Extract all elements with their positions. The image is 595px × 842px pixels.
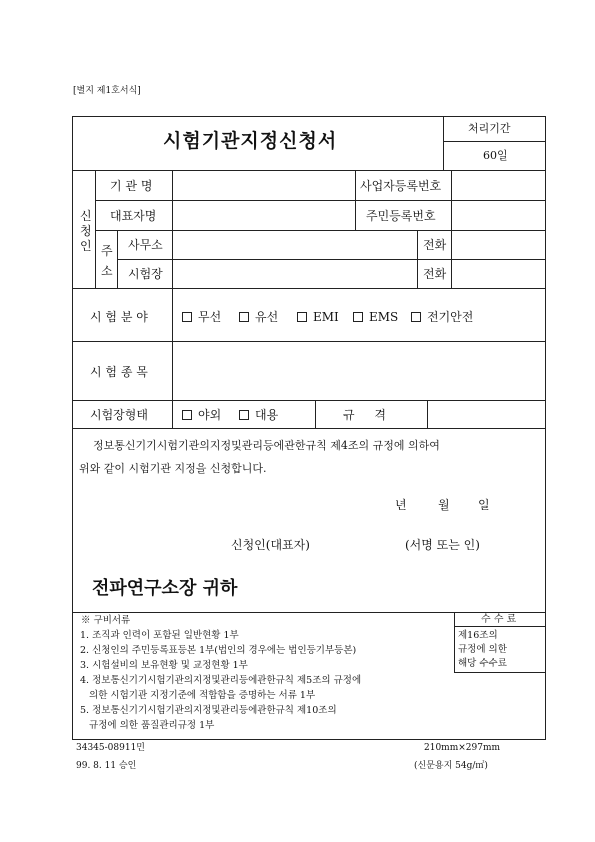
site-type-option-rental[interactable]: 대용 <box>239 409 278 421</box>
date-month-label: 월 <box>438 498 450 512</box>
signature-or-seal-label: (서명 또는 인) <box>405 538 480 552</box>
resident-reg-number-field[interactable] <box>453 202 544 228</box>
statement-line-1: 정보통신기기시험기관의지정및관리등에관한규칙 제4조의 규정에 의하여 <box>93 439 440 452</box>
applicant-section-char-3: 인 <box>80 239 92 253</box>
required-document-item: 5. 정보통신기기시험기관의지정및관리등에관한규칙 제10조의 <box>80 705 337 716</box>
applicant-signature-label: 신청인(대표자) <box>231 538 310 552</box>
test-field-option-emi[interactable]: EMI <box>297 311 339 323</box>
checkbox-icon[interactable] <box>353 312 363 322</box>
form-code: 34345-08911민 <box>76 743 145 753</box>
representative-name-field[interactable] <box>174 202 353 228</box>
date-day-label: 일 <box>478 498 490 512</box>
biz-reg-number-field[interactable] <box>453 172 544 198</box>
required-document-item: 규정에 의한 품질관리규정 1부 <box>80 720 215 731</box>
resident-reg-number-label: 주민등록번호 <box>366 209 436 223</box>
checkbox-icon[interactable] <box>239 312 249 322</box>
required-documents-heading: ※ 구비서류 <box>81 615 131 626</box>
address-char-1: 주 <box>101 244 113 258</box>
test-field-option-electrical-safety[interactable]: 전기안전 <box>411 311 473 323</box>
test-items-label: 시 험 종 목 <box>90 365 148 379</box>
form-number-label: [별지 제1호서식] <box>73 86 141 96</box>
fee-line-1: 제16조의 <box>458 630 498 641</box>
applicant-section-char-1: 신 <box>80 209 92 223</box>
spec-label: 규 격 <box>343 408 386 422</box>
lab-phone-field[interactable] <box>453 261 544 286</box>
test-field-label: 시 험 분 야 <box>90 310 148 324</box>
test-field-option-wired[interactable]: 유선 <box>239 311 278 323</box>
fee-line-3: 해당 수수료 <box>458 658 507 669</box>
fee-label: 수 수 료 <box>481 614 517 625</box>
spec-field[interactable] <box>429 402 544 426</box>
processing-period-label: 처리기간 <box>468 122 511 135</box>
org-name-label: 기 관 명 <box>110 179 153 193</box>
checkbox-icon[interactable] <box>182 312 192 322</box>
lab-address-label: 시험장 <box>128 267 163 281</box>
checkbox-icon[interactable] <box>297 312 307 322</box>
office-address-field[interactable] <box>174 232 415 257</box>
lab-address-field[interactable] <box>174 261 415 286</box>
approval-date: 99. 8. 11 승인 <box>76 761 137 771</box>
site-type-option-outdoor[interactable]: 야외 <box>182 409 221 421</box>
checkbox-icon[interactable] <box>182 410 192 420</box>
checkbox-icon[interactable] <box>411 312 421 322</box>
processing-period-value: 60일 <box>483 149 508 162</box>
required-document-item: 3. 시험설비의 보유현황 및 교정현황 1부 <box>80 660 248 671</box>
fee-line-2: 규정에 의한 <box>458 644 507 655</box>
statement-line-2: 위와 같이 시험기관 지정을 신청합니다. <box>79 462 267 475</box>
required-document-item: 의한 시험기관 지정기준에 적합함을 증명하는 서류 1부 <box>80 690 316 701</box>
biz-reg-number-label: 사업자등록번호 <box>360 179 442 193</box>
office-phone-label: 전화 <box>423 238 447 252</box>
required-document-item: 4. 정보통신기기시험기관의지정및관리등에관한규칙 제5조의 규정에 <box>80 675 362 686</box>
addressee-label: 전파연구소장 귀하 <box>92 578 238 599</box>
address-char-2: 소 <box>101 264 113 278</box>
office-address-label: 사무소 <box>128 238 163 252</box>
test-field-option-ems[interactable]: EMS <box>353 311 398 323</box>
test-field-option-wireless[interactable]: 무선 <box>182 311 221 323</box>
test-items-field[interactable] <box>174 343 544 398</box>
required-document-item: 1. 조직과 인력이 포함된 일반현황 1부 <box>80 630 239 641</box>
site-type-label: 시험장형태 <box>90 408 148 422</box>
paper-type: (신문용지 54g/㎡) <box>414 761 488 771</box>
form-title: 시험기관지정신청서 <box>163 130 338 152</box>
checkbox-icon[interactable] <box>239 410 249 420</box>
office-phone-field[interactable] <box>453 232 544 257</box>
representative-name-label: 대표자명 <box>110 209 157 223</box>
paper-size: 210mm×297mm <box>424 743 501 753</box>
required-document-item: 2. 신청인의 주민등록표등본 1부(법인의 경우에는 법인등기부등본) <box>80 645 357 656</box>
lab-phone-label: 전화 <box>423 267 447 281</box>
applicant-section-char-2: 청 <box>80 224 92 238</box>
org-name-field[interactable] <box>174 172 353 198</box>
date-year-label: 년 <box>395 498 407 512</box>
